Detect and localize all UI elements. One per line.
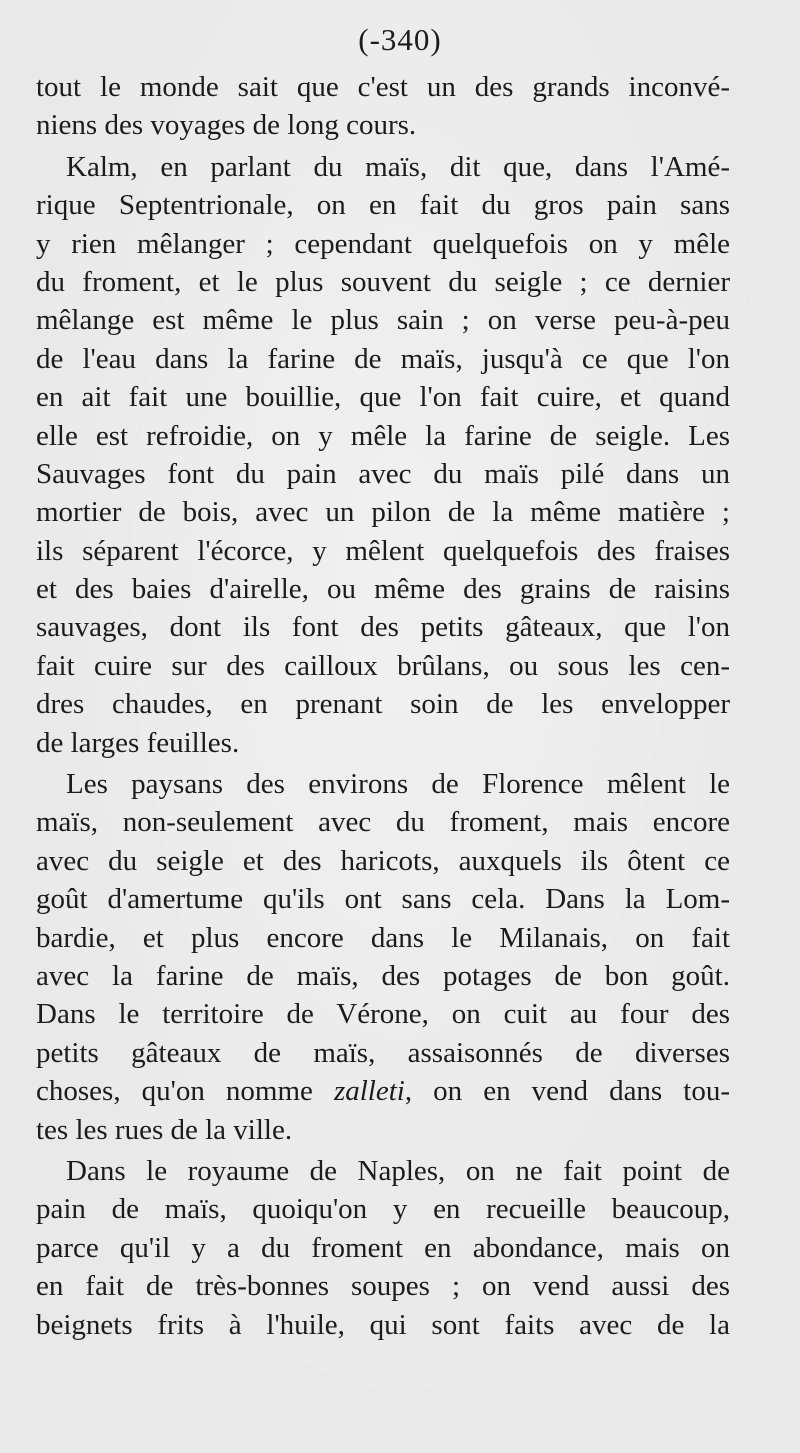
- text-line: en fait de très-bonnes soupes ; on vend aussi des: [36, 1270, 730, 1303]
- text-line: tout le monde sait que c'est un des grands inconvé-: [36, 71, 730, 103]
- text-line: maïs, non-seulement avec du froment, mais encore: [36, 806, 730, 839]
- text-line: bardie, et plus encore dans le Milanais, on fait: [36, 921, 730, 954]
- text-line: en ait fait une bouillie, que l'on fait cuire, et quand: [36, 381, 730, 414]
- text-line: et des baies d'airelle, ou même des grains de raisins: [36, 573, 730, 606]
- paragraph-3: [36, 765, 730, 1149]
- text-segment: , on en vend dans tou-: [404, 1075, 730, 1108]
- paragraph-4: [36, 1152, 730, 1344]
- text-line: beignets frits à l'huile, qui sont faits avec de la: [36, 1308, 730, 1341]
- text-line: elle est refroidie, on y mêle la farine de seigle. Les: [36, 419, 730, 452]
- text-line: petits gâteaux de maïs, assaisonnés de diverses: [36, 1036, 730, 1069]
- text-line: Sauvages font du pain avec du maïs pilé dans un: [36, 457, 730, 490]
- text-line: mortier de bois, avec un pilon de la même matière ;: [36, 496, 730, 529]
- text-line: Dans le royaume de Naples, on ne fait point de: [66, 1154, 730, 1187]
- text-line: goût d'amertume qu'ils ont sans cela. Dans la Lom-: [36, 883, 730, 916]
- text-line: Les paysans des environs de Florence mêlent le: [66, 768, 730, 801]
- text-line: tes les rues de la ville.: [36, 1113, 293, 1146]
- body-text: [36, 68, 730, 1344]
- page-number: (-340): [358, 22, 442, 57]
- text-line: de l'eau dans la farine de maïs, jusqu'à ce que l'on: [36, 342, 730, 375]
- text-line: mêlange est même le plus sain ; on verse peu-à-peu: [36, 304, 730, 337]
- italic-term: zalleti: [333, 1075, 405, 1108]
- text-line: Dans le territoire de Vérone, on cuit au four des: [36, 998, 730, 1031]
- text-line: avec du seigle et des haricots, auxquels ils ôtent ce: [36, 844, 730, 877]
- text-line: pain de maïs, quoiqu'on y en recueille beaucoup,: [36, 1193, 730, 1226]
- text-line: du froment, et le plus souvent du seigle ; ce dernier: [36, 265, 730, 298]
- text-line: niens des voyages de long cours.: [36, 109, 417, 142]
- text-line: rique Septentrionale, on en fait du gros pain sans: [36, 189, 730, 222]
- text-line: de larges feuilles.: [36, 726, 240, 759]
- text-line: Kalm, en parlant du maïs, dit que, dans l'Amé-: [66, 150, 730, 183]
- text-line: ils séparent l'écorce, y mêlent quelquefois des fraises: [36, 534, 730, 567]
- text-line: fait cuire sur des cailloux brûlans, ou sous les cen-: [36, 649, 730, 682]
- text-segment: choses, qu'on nomme: [36, 1075, 334, 1108]
- text-line: avec la farine de maïs, des potages de bon goût.: [36, 959, 730, 992]
- text-line: dres chaudes, en prenant soin de les envelopper: [36, 688, 730, 721]
- paragraph-1: [36, 68, 730, 145]
- text-line: y rien mêlanger ; cependant quelquefois on y mêle: [36, 227, 730, 260]
- text-line: parce qu'il y a du froment en abondance, mais on: [36, 1231, 730, 1264]
- paragraph-2: [36, 148, 730, 762]
- text-line-zalleti: [36, 1072, 730, 1110]
- text-line: sauvages, dont ils font des petits gâteaux, que l'on: [36, 611, 730, 644]
